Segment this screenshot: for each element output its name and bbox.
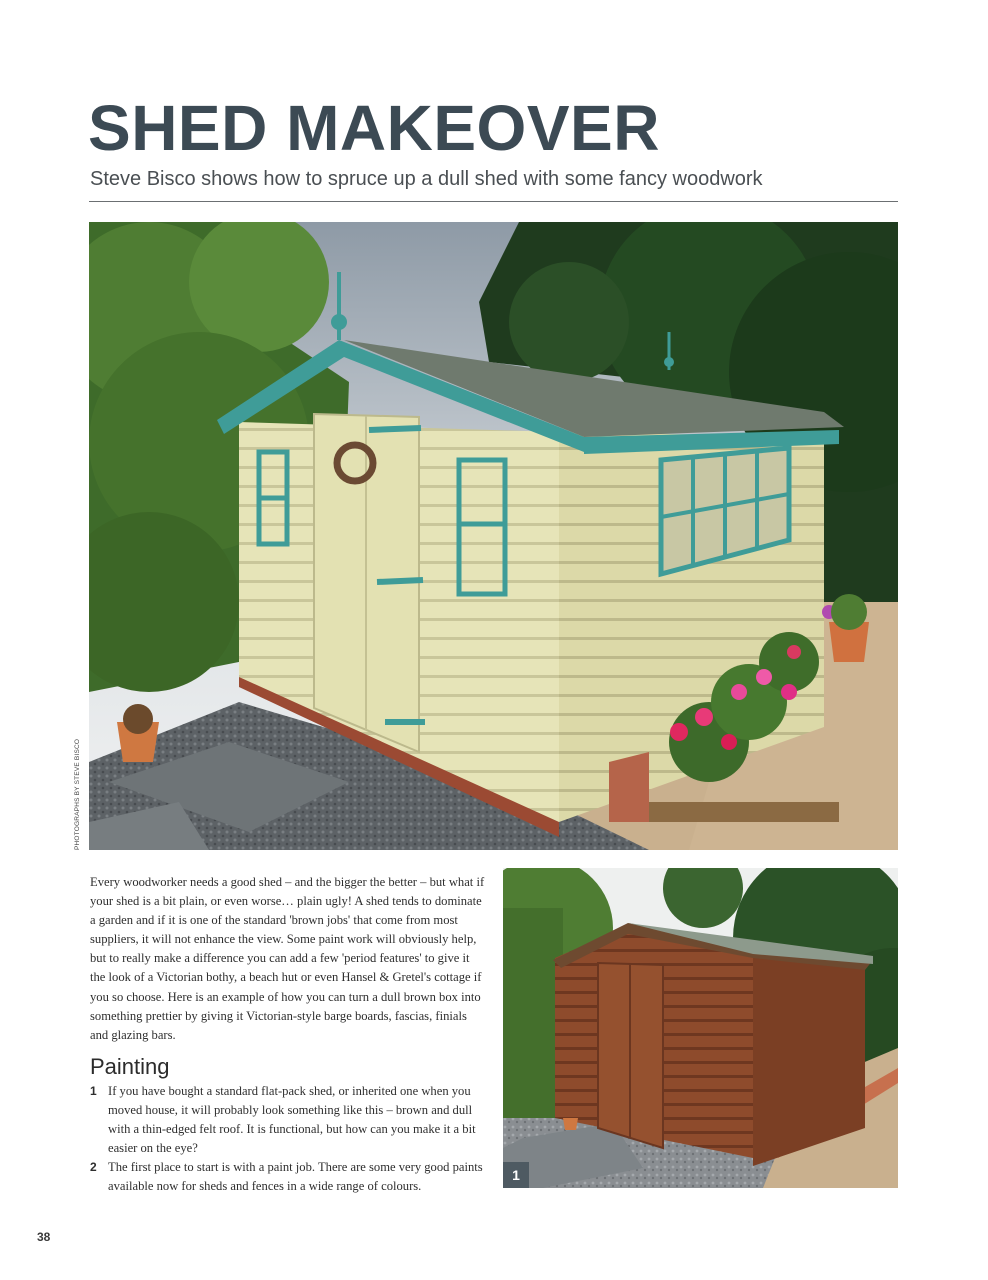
step-number: 1	[90, 1084, 97, 1098]
step-text: If you have bought a standard flat-pack shed, or inherited one when you moved house, it will probably look something like this – brown and dull with a thin-edged felt roof. It is functional, but how can you make it a bit easier on the eye?	[108, 1084, 476, 1156]
step-number: 2	[90, 1160, 97, 1175]
page-number: 38	[37, 1230, 51, 1244]
section-heading: Painting	[90, 1054, 170, 1079]
photo-credit: PHOTOGRAPHS BY STEVE BISCO	[74, 738, 81, 850]
article-subtitle: Steve Bisco shows how to spruce up a dull shed with some fancy woodwork	[90, 168, 763, 190]
step-text: The first place to start is with a paint job. There are some very good paints available now for sheds and fences in a wide range of colours.	[108, 1160, 483, 1194]
intro-paragraph: Every woodworker needs a good shed – and the bigger the better – but what if your shed is a bit plain, or even worse… plain ugly! A shed tends to dominate a garden and if it is one of the standard 'brown jobs' that come from most suppliers, it will not enhance the view. Some paint work will obviously help, but to really make a difference you can add a few 'period features' to give it the look of a Victorian bothy, a beach hut or even Hansel & Gretel's cottage if you so choose. Here is an example of how you can turn a dull brown box into something prettier by giving it Victorian-style barge boards, fascias, finials and glazing bars.	[90, 875, 485, 1042]
figure-badge: 1	[503, 1162, 529, 1188]
steps-list	[90, 1082, 485, 1197]
brown-shed-photo	[503, 868, 898, 1188]
painted-shed-photo	[89, 222, 898, 850]
article-title: SHED MAKEOVER	[88, 92, 660, 164]
step-item	[90, 1082, 485, 1158]
step-item	[90, 1158, 485, 1196]
title-divider	[89, 201, 898, 202]
